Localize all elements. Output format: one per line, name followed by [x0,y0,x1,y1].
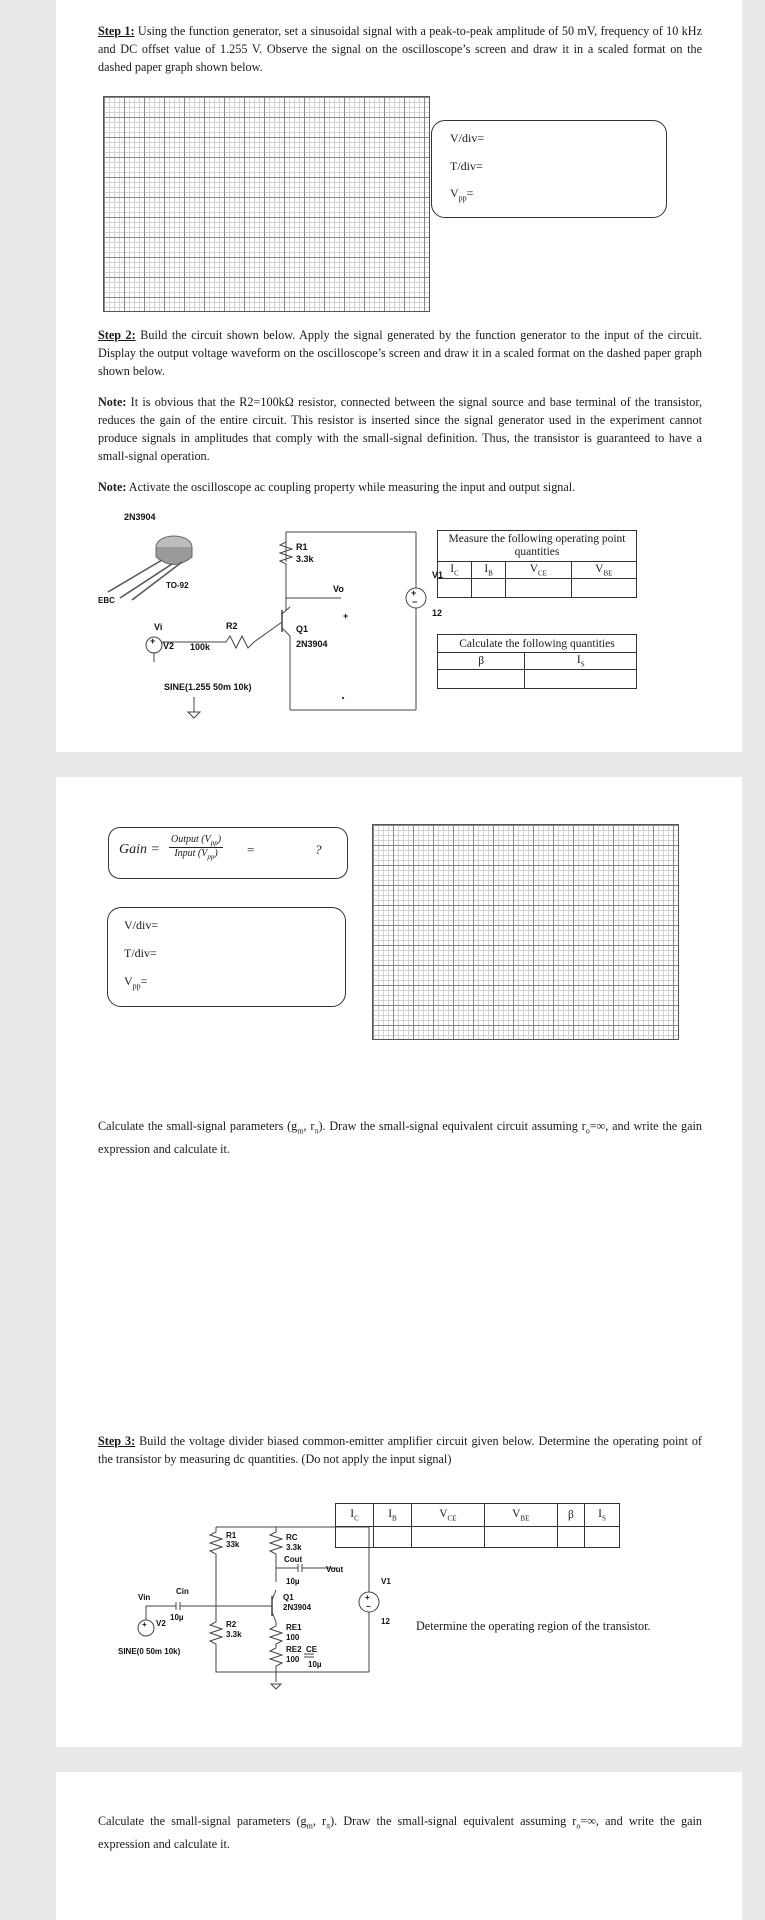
gain-box [108,827,348,879]
re2-label: RE2 [286,1645,302,1654]
v2-label-3: V2 [156,1619,166,1628]
calc-table-header: β $I_S$ [438,653,637,670]
to92-package-icon [108,536,192,600]
rc-label: RC [286,1533,298,1542]
q1-label: Q1 [296,624,309,634]
step3-paragraph: Step 3: Build the voltage divider biased common-emitter amplifier circuit given below. Determine the operating point of the transistor by measuring dc quantities. (Do not apply the input signal) [98,1434,702,1466]
tdiv-label: T/div= [450,159,483,173]
measure-table-title: Measure the following operating point quantities [438,531,637,562]
v1-value-3: 12 [381,1617,390,1626]
vpp-label-2: $V_{pp}=$ [124,974,148,991]
ce-label: CE [306,1645,318,1654]
measure-op-point-table [437,530,637,598]
svg-text:+: + [365,1593,370,1602]
v1-label-3: V1 [381,1577,391,1586]
v1-plus: + [411,588,417,598]
v1-minus: − [412,597,418,607]
gain-fraction: Output $(V_{pp})$ Input $(V_{pp})$ [171,834,222,861]
scope-settings-box-step2 [107,907,346,1007]
r2-label: R2 [226,621,238,631]
ground-icon-3 [271,1684,281,1689]
calc-table-title: Calculate the following quantities [438,635,637,653]
rc-value: 3.3k [286,1543,302,1552]
pins-label: EBC [98,596,115,605]
vo-label: Vo [333,584,344,594]
vout-label: Vout [326,1565,344,1574]
measure-table-header: $I_C$ $I_B$ $V_{CE}$ $V_{BE}$ [438,562,637,579]
r2-value-3: 3.3k [226,1630,242,1639]
vdiv-label-2: V/div= [124,918,159,932]
calc-quantities-table [437,634,637,689]
q1-part: 2N3904 [296,639,328,649]
gain-answer[interactable]: ? [315,842,322,857]
note2-paragraph: Note: Activate the oscilloscope ac coupling property while measuring the input and output signal. [98,480,576,494]
r1-value-3: 33k [226,1540,240,1549]
r2-label-3: R2 [226,1620,237,1629]
circuit-step3 [76,1502,391,1702]
ce-value: 10µ [308,1660,322,1669]
gain-label: Gain = [119,842,160,857]
cout-label: Cout [284,1555,303,1564]
step3-table-input-row[interactable] [336,1527,620,1548]
re1-label: RE1 [286,1623,302,1632]
small-signal-calc-paragraph-1: Calculate the small-signal parameters ($g_m$, $r_\pi$). Draw the small-signal equivalent circuit assuming $r_o=\infty$, and write the gain expression and calculate it. [98,1119,702,1157]
circuit-step2 [86,502,444,732]
vdiv-label: V/div= [450,131,485,145]
vpp-label: $V_{pp}=$ [450,186,474,203]
step2-paragraph: Step 2: Build the circuit shown below. Apply the signal generated by the function generator to the input of the circuit. Display the output voltage waveform on the oscilloscope’s screen and draw it in a scaled format on the dashed paper graph shown below. [98,328,702,378]
scope-settings-box-step1 [431,120,667,218]
worksheet-page-2 [56,777,742,1747]
re2-value: 100 [286,1655,300,1664]
step3-table-header: $I_C$ $I_B$ $V_{CE}$ $V_{BE}$ β $I_S$ [336,1504,620,1527]
svg-text:−: − [366,1602,371,1611]
graph-paper-step2[interactable] [372,824,679,1040]
calc-table-input-row[interactable] [438,670,637,689]
worksheet-page-3 [56,1772,742,1920]
vi-label: Vi [154,622,163,632]
vin-label: Vin [138,1593,151,1602]
re1-value: 100 [286,1633,300,1642]
worksheet-page-1 [56,0,742,752]
cin-label: Cin [176,1587,189,1596]
r1-label-3: R1 [226,1531,237,1540]
note1-paragraph: Note: It is obvious that the R2=100kΩ resistor, connected between the signal source and base terminal of the transistor, reduces the gain of the entire circuit. This resistor is inserted since the signal generator used in the experiment cannot produce signals in amplitudes that comply with the small-signal definition. Thus, the transistor is guaranteed to have a small-signal operation. [98,395,702,463]
v1-value: 12 [432,608,443,618]
transistor-part-title: 2N3904 [124,512,156,522]
step3-quantities-table [335,1503,620,1548]
graph-paper-step1[interactable] [103,96,430,312]
q1-label-3: Q1 [283,1593,294,1602]
vo-plus: + [343,611,349,621]
measure-table-input-row[interactable] [438,579,637,598]
r1-label: R1 [296,542,308,552]
package-label: TO-92 [166,581,189,590]
source-label-3: SINE(0 50m 10k) [118,1647,181,1656]
step1-paragraph: Step 1: Using the function generator, set a sinusoidal signal with a peak-to-peak amplitude of 50 mV, frequency of 10 kHz and DC offset value of 1.255 V. Observe the signal on the oscilloscope’s screen and draw it in a scaled format on the dashed paper graph shown below. [98,24,702,74]
v2-label: V2 [163,641,175,651]
region-paragraph: Determine the operating region of the transistor. [416,1619,651,1633]
q1-part-3: 2N3904 [283,1603,312,1612]
small-signal-calc-paragraph-2: Calculate the small-signal parameters ($g_m$, $r_\pi$). Draw the small-signal equivalent assuming $r_o=\infty$, and write the gain expression and calculate it. [98,1814,702,1852]
tdiv-label-2: T/div= [124,946,157,960]
gain-equals: = [247,842,255,857]
source-label: SINE(1.255 50m 10k) [164,682,252,692]
v2-plus: + [150,636,156,646]
cout-value: 10µ [286,1577,300,1586]
cin-value: 10µ [170,1613,184,1622]
r1-value: 3.3k [296,554,314,564]
r2-value: 100k [190,642,211,652]
svg-text:+: + [142,1620,147,1629]
v1-label: V1 [432,570,444,580]
ground-icon [188,712,200,718]
